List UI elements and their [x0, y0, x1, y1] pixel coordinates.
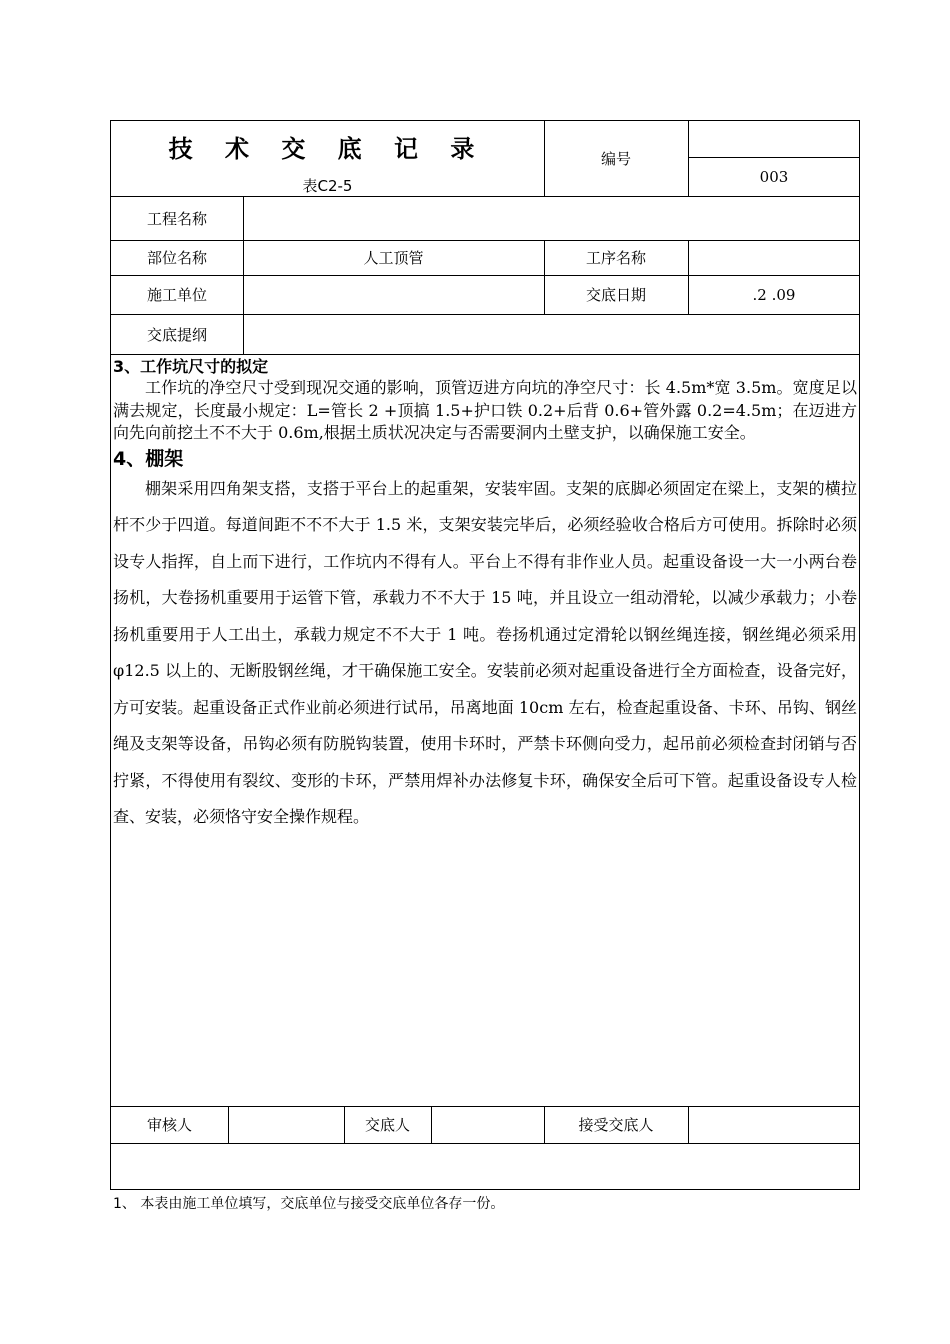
number-value-top[interactable]	[688, 121, 860, 157]
rule-outline-bottom	[111, 354, 860, 355]
section-3-heading: 3、工作坑尺寸的拟定	[113, 357, 269, 376]
receiver-field[interactable]	[688, 1106, 860, 1143]
contractor-field[interactable]	[243, 275, 544, 314]
discloser-field[interactable]	[431, 1106, 544, 1143]
rule-signature-bottom	[111, 1143, 860, 1144]
part-name-label: 部位名称	[146, 249, 207, 267]
project-name-label: 工程名称	[146, 209, 207, 228]
footnote: 1、 本表由施工单位填写，交底单位与接受交底单位各存一份。	[113, 1196, 505, 1212]
section-3-text: 工作坑的净空尺寸受到现况交通的影响，顶管迈进方向坑的净空尺寸：长 4.5m*宽 3.5m。宽度足以满去规定，长度最小规定：L=管长 2 +顶搞 1.5+护口铁 0.2+后背 0.6+管外露 0.2=4.5m；在迈进方向先向前挖土不不大于 0.6m,根据土质状况决定与否需要洞内土壁支护，以确保施工安全。	[113, 378, 857, 442]
reviewer-label: 审核人	[146, 1116, 192, 1134]
section-4-text: 棚架采用四角架支搭，支搭于平台上的起重架，安装牢固。支架的底脚必须固定在梁上，支架的横拉杆不少于四道。每道间距不不不大于 1.5 米，支架安装完毕后，必须经验收合格后方可使用。拆除时必须设专人指挥，自上而下进行，工作坑内不得有人。平台上不得有非作业人员。起重设备设一大一小两台卷扬机，大卷扬机重要用于运管下管，承载力不不大于 15 吨，并且设立一组动滑轮，以减少承载力；小卷扬机重要用于人工出土，承载力规定不不大于 1 吨。卷扬机通过定滑轮以钢丝绳连接，钢丝绳必须采用φ12.5 以上的、无断股钢丝绳，才干确保施工安全。安装前必须对起重设备进行全方面检查，设备完好，方可安装。起重设备正式作业前必须进行试吊，吊离地面 10cm 左右，检查起重设备、卡环、吊钩、钢丝绳及支架等设备，吊钩必须有防脱钩装置，使用卡环时，严禁卡环侧向受力，起吊前必须检查封闭销与否拧紧，不得使用有裂纹、变形的卡环，严禁用焊补办法修复卡环，确保安全后可下管。起重设备设专人检查、安装，必须恪守安全操作规程。	[113, 478, 857, 826]
part-name-field[interactable]: 人工顶管	[363, 249, 424, 267]
section-4-heading: 4、棚架	[113, 447, 184, 470]
disclosure-date-label: 交底日期	[585, 286, 646, 304]
outline-field[interactable]	[243, 314, 860, 354]
project-name-field[interactable]	[243, 196, 860, 240]
outline-label: 交底提纲	[146, 325, 207, 344]
disclosure-content	[113, 357, 857, 836]
number-value[interactable]: 003	[759, 167, 789, 186]
discloser-label: 交底人	[364, 1116, 410, 1134]
reviewer-field[interactable]	[228, 1106, 344, 1143]
disclosure-date-field[interactable]: .2 .09	[752, 285, 796, 304]
process-name-label: 工序名称	[585, 249, 646, 267]
form-title: 技 术 交 底 记 录	[168, 135, 487, 163]
form-number: 表C2-5	[302, 177, 353, 195]
contractor-label: 施工单位	[146, 286, 207, 304]
process-name-field[interactable]	[688, 240, 860, 275]
number-label: 编号	[600, 150, 631, 168]
receiver-label: 接受交底人	[578, 1116, 654, 1134]
